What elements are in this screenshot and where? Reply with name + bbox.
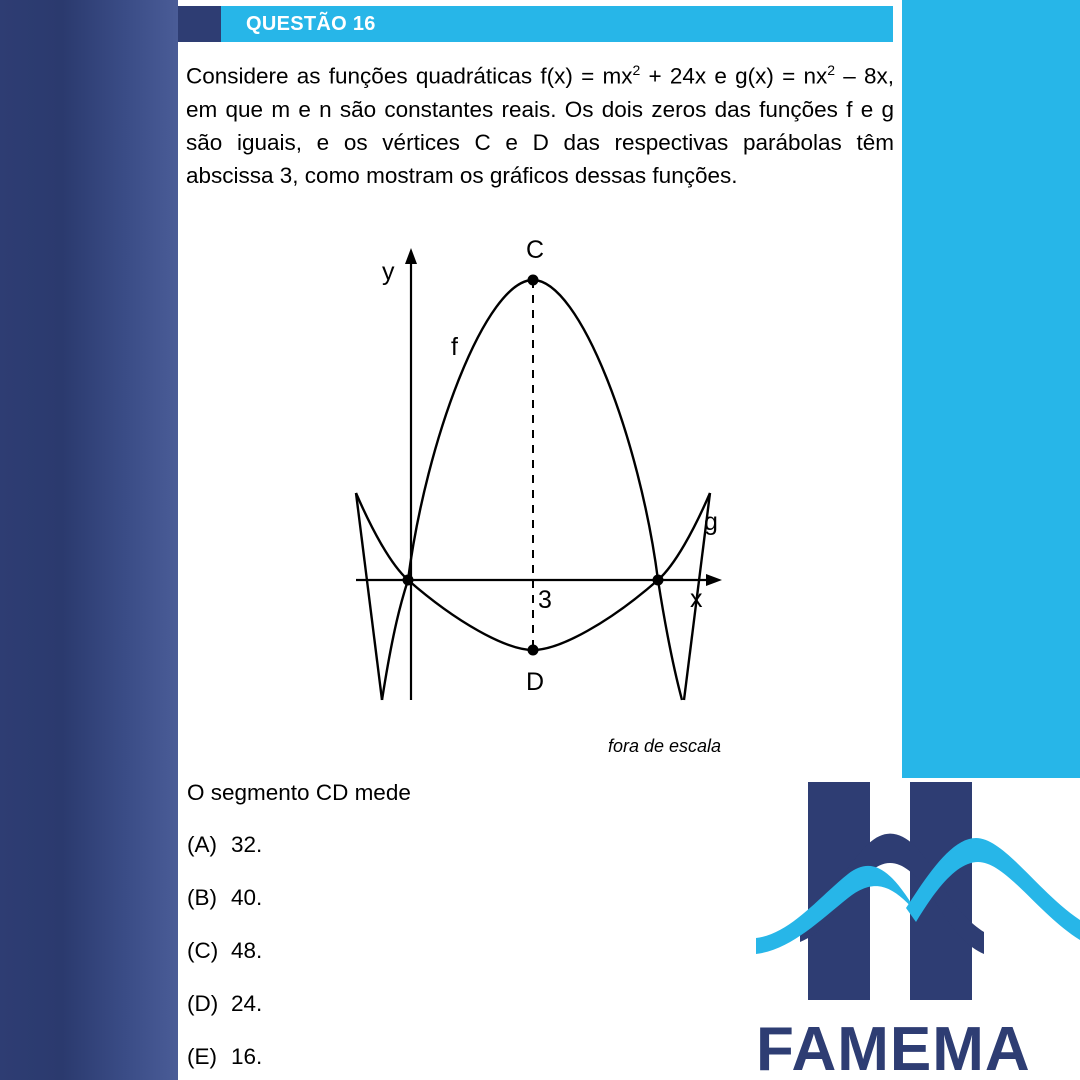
header-square-accent bbox=[178, 6, 221, 42]
alternative-b[interactable] bbox=[187, 885, 262, 911]
question-statement bbox=[186, 54, 894, 192]
label-curve-g: g bbox=[704, 508, 718, 536]
alternative-c[interactable] bbox=[187, 938, 262, 964]
label-x-axis: x bbox=[690, 585, 703, 613]
label-abscissa-3: 3 bbox=[538, 586, 552, 614]
statement-part-1: Considere as funções quadráticas f(x) = mx bbox=[186, 63, 633, 89]
origin-root-marker bbox=[403, 575, 414, 586]
x-axis-arrow bbox=[706, 574, 722, 586]
point-c-marker bbox=[528, 275, 539, 286]
question-number-label: QUESTÃO 16 bbox=[246, 13, 376, 35]
right-cyan-panel bbox=[902, 0, 1080, 778]
alternative-a-text: 32. bbox=[231, 832, 263, 857]
label-curve-f: f bbox=[451, 333, 458, 361]
question-prompt: O segmento CD mede bbox=[187, 780, 411, 805]
alternative-c-text: 48. bbox=[231, 938, 263, 963]
label-y-axis: y bbox=[382, 258, 395, 286]
figure-caption: fora de escala bbox=[608, 736, 722, 756]
alternative-a-label: (A) bbox=[187, 832, 217, 857]
left-gradient-band bbox=[0, 0, 178, 1080]
statement-exponent-1: 2 bbox=[632, 62, 641, 78]
curve-f bbox=[408, 280, 682, 700]
alternative-d-label: (D) bbox=[187, 991, 219, 1016]
statement-part-3: – 8x, em que m e n são constantes reais. Os dois zeros das funções f e g são iguais, e os vértices C e D das respectivas parábolas têm abscissa 3, como mostram os gráficos dessas funções. bbox=[186, 63, 895, 188]
alternative-c-label: (C) bbox=[187, 938, 219, 963]
second-root-marker bbox=[653, 575, 664, 586]
alternative-d[interactable] bbox=[187, 991, 262, 1017]
alternative-e[interactable] bbox=[187, 1044, 262, 1070]
famema-logo-svg bbox=[756, 782, 1080, 1080]
point-d-marker bbox=[528, 645, 539, 656]
label-d: D bbox=[526, 668, 545, 696]
figure-svg bbox=[186, 230, 894, 770]
curve-g-left-branch bbox=[356, 493, 382, 700]
alternative-d-text: 24. bbox=[231, 991, 263, 1016]
statement-exponent-2: 2 bbox=[827, 62, 836, 78]
famema-logo bbox=[756, 782, 1080, 1080]
parabolas-figure bbox=[186, 230, 894, 770]
alternative-b-text: 40. bbox=[231, 885, 263, 910]
label-c: C bbox=[526, 236, 545, 264]
alternative-b-label: (B) bbox=[187, 885, 217, 910]
statement-part-2: + 24x e g(x) = nx bbox=[640, 63, 828, 89]
y-axis-arrow bbox=[405, 248, 417, 264]
alternative-a[interactable] bbox=[187, 832, 262, 858]
logo-text: FAMEMA bbox=[756, 1015, 1031, 1080]
curve-f-left-tail bbox=[382, 580, 408, 700]
alternative-e-text: 16. bbox=[231, 1044, 263, 1069]
alternative-e-label: (E) bbox=[187, 1044, 217, 1069]
